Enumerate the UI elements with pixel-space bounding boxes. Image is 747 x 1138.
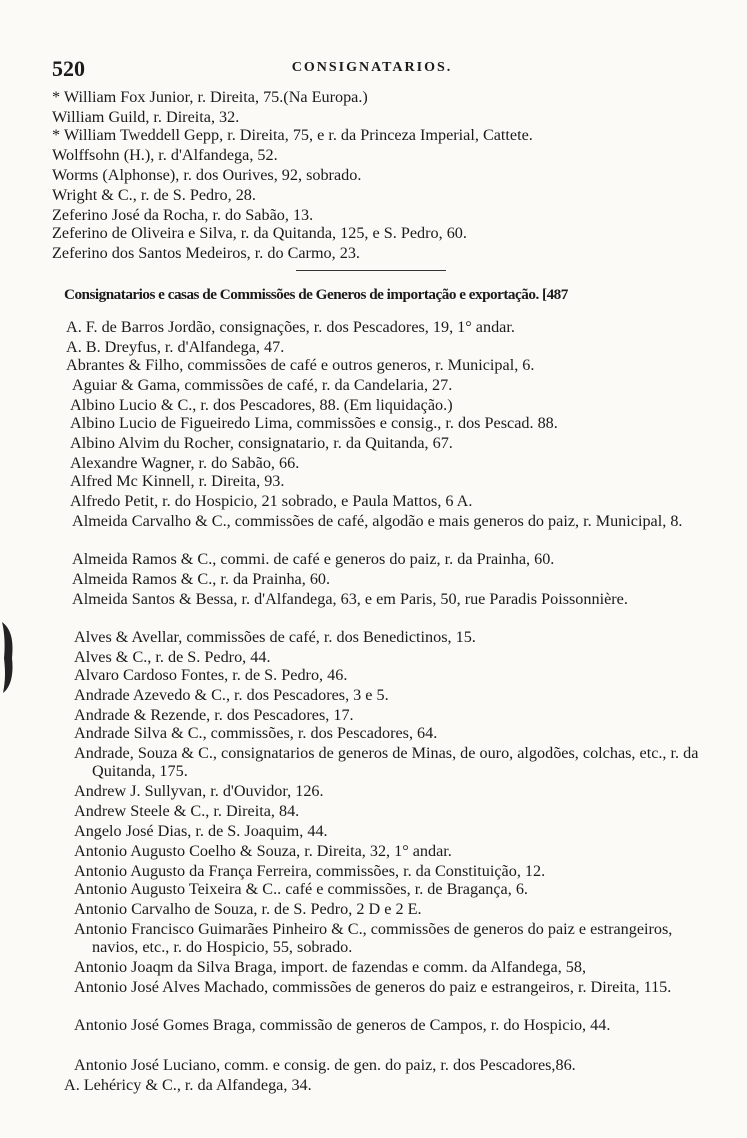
list-item: A. B. Dreyfus, r. d'Alfandega, 47.: [66, 338, 285, 356]
list-item: Antonio Joaqm da Silva Braga, import. de fazendas e comm. da Alfandega, 58,: [74, 958, 587, 976]
list-item: * William Fox Junior, r. Direita, 75.(Na Europa.): [52, 88, 368, 106]
list-item: Andrade Silva & C., commissões, r. dos Pescadores, 64.: [74, 724, 438, 742]
list-item: Antonio Augusto Teixeira & C.. café e commissões, r. de Bragança, 6.: [74, 880, 528, 898]
list-item: Antonio Augusto da França Ferreira, commissões, r. da Constituição, 12.: [74, 862, 546, 880]
section-heading: Consignatarios e casas de Commissões de Generos de importação e exportação. [487: [64, 286, 568, 303]
list-item: Albino Lucio & C., r. dos Pescadores, 88. (Em liquidação.): [70, 396, 453, 414]
list-item: Wright & C., r. de S. Pedro, 28.: [52, 186, 256, 204]
list-item: A. F. de Barros Jordão, consignações, r. dos Pescadores, 19, 1° andar.: [66, 318, 515, 336]
list-item: Zeferino dos Santos Medeiros, r. do Carmo, 23.: [52, 244, 360, 262]
list-item: Andrade Azevedo & C., r. dos Pescadores, 3 e 5.: [74, 686, 389, 704]
list-item: Alfredo Petit, r. do Hospicio, 21 sobrado, e Paula Mattos, 6 A.: [70, 492, 473, 510]
list-item: Antonio Francisco Guimarães Pinheiro & C., commissões de generos do paiz e estrangeiros, navios, etc., r. do Hospicio, 55, sobrado.: [74, 920, 673, 956]
list-item: Antonio Augusto Coelho & Souza, r. Direita, 32, 1° andar.: [74, 842, 452, 860]
list-item: Worms (Alphonse), r. dos Ourives, 92, sobrado.: [52, 166, 362, 184]
list-item: Almeida Carvalho & C., commissões de café, algodão e mais generos do paiz, r. Municipal, 8.: [72, 512, 683, 530]
section-divider: [296, 270, 446, 271]
list-item: Aguiar & Gama, commissões de café, r. da Candelaria, 27.: [72, 376, 453, 394]
list-item: Andrew J. Sullyvan, r. d'Ouvidor, 126.: [74, 782, 324, 800]
list-item: Albino Lucio de Figueiredo Lima, commissões e consig., r. dos Pescad. 88.: [70, 414, 558, 432]
list-item: Abrantes & Filho, commissões de café e outros generos, r. Municipal, 6.: [66, 356, 535, 374]
binding-mark-icon: [0, 618, 18, 696]
page-number: 520: [52, 56, 85, 81]
list-item: Almeida Santos & Bessa, r. d'Alfandega, 63, e em Paris, 50, rue Paradis Poissonnière.: [72, 590, 628, 608]
list-item: Antonio José Luciano, comm. e consig. de gen. do paiz, r. dos Pescadores,86.: [74, 1056, 576, 1074]
list-item: Andrade, Souza & C., consignatarios de generos de Minas, de ouro, algodões, colchas, etc., r. da Quitanda, 175.: [74, 744, 699, 780]
running-title: CONSIGNATARIOS.: [291, 60, 453, 75]
list-item: Antonio Carvalho de Souza, r. de S. Pedro, 2 D e 2 E.: [74, 900, 422, 918]
list-item: Andrew Steele & C., r. Direita, 84.: [74, 802, 300, 820]
list-item: Antonio José Gomes Braga, commissão de generos de Campos, r. do Hospicio, 44.: [74, 1016, 611, 1034]
list-item: Alves & Avellar, commissões de café, r. dos Benedictinos, 15.: [74, 628, 476, 646]
list-item: Alexandre Wagner, r. do Sabão, 66.: [70, 454, 300, 472]
list-item: A. Lehéricy & C., r. da Alfandega, 34.: [64, 1076, 312, 1094]
list-item: Zeferino de Oliveira e Silva, r. da Quitanda, 125, e S. Pedro, 60.: [52, 224, 467, 242]
list-item: Almeida Ramos & C., r. da Prainha, 60.: [72, 570, 331, 588]
list-item: Wolffsohn (H.), r. d'Alfandega, 52.: [52, 146, 278, 164]
list-item: Angelo José Dias, r. de S. Joaquim, 44.: [74, 822, 328, 840]
list-item: Alves & C., r. de S. Pedro, 44.: [74, 648, 271, 666]
list-item: Alvaro Cardoso Fontes, r. de S. Pedro, 46.: [74, 666, 348, 684]
list-item: Almeida Ramos & C., commi. de café e generos do paiz, r. da Prainha, 60.: [72, 550, 555, 568]
list-item: Andrade & Rezende, r. dos Pescadores, 17.: [74, 706, 354, 724]
list-item: Zeferino José da Rocha, r. do Sabão, 13.: [52, 206, 314, 224]
list-item: Antonio José Alves Machado, commissões de generos do paiz e estrangeiros, r. Direita, 115.: [74, 978, 672, 996]
list-item: * William Tweddell Gepp, r. Direita, 75, e r. da Princeza Imperial, Cattete.: [52, 126, 533, 144]
page-header: [52, 56, 692, 80]
list-item: William Guild, r. Direita, 32.: [52, 108, 240, 126]
list-item: Alfred Mc Kinnell, r. Direita, 93.: [70, 472, 285, 490]
list-item: Albino Alvim du Rocher, consignatario, r. da Quitanda, 67.: [70, 434, 453, 452]
